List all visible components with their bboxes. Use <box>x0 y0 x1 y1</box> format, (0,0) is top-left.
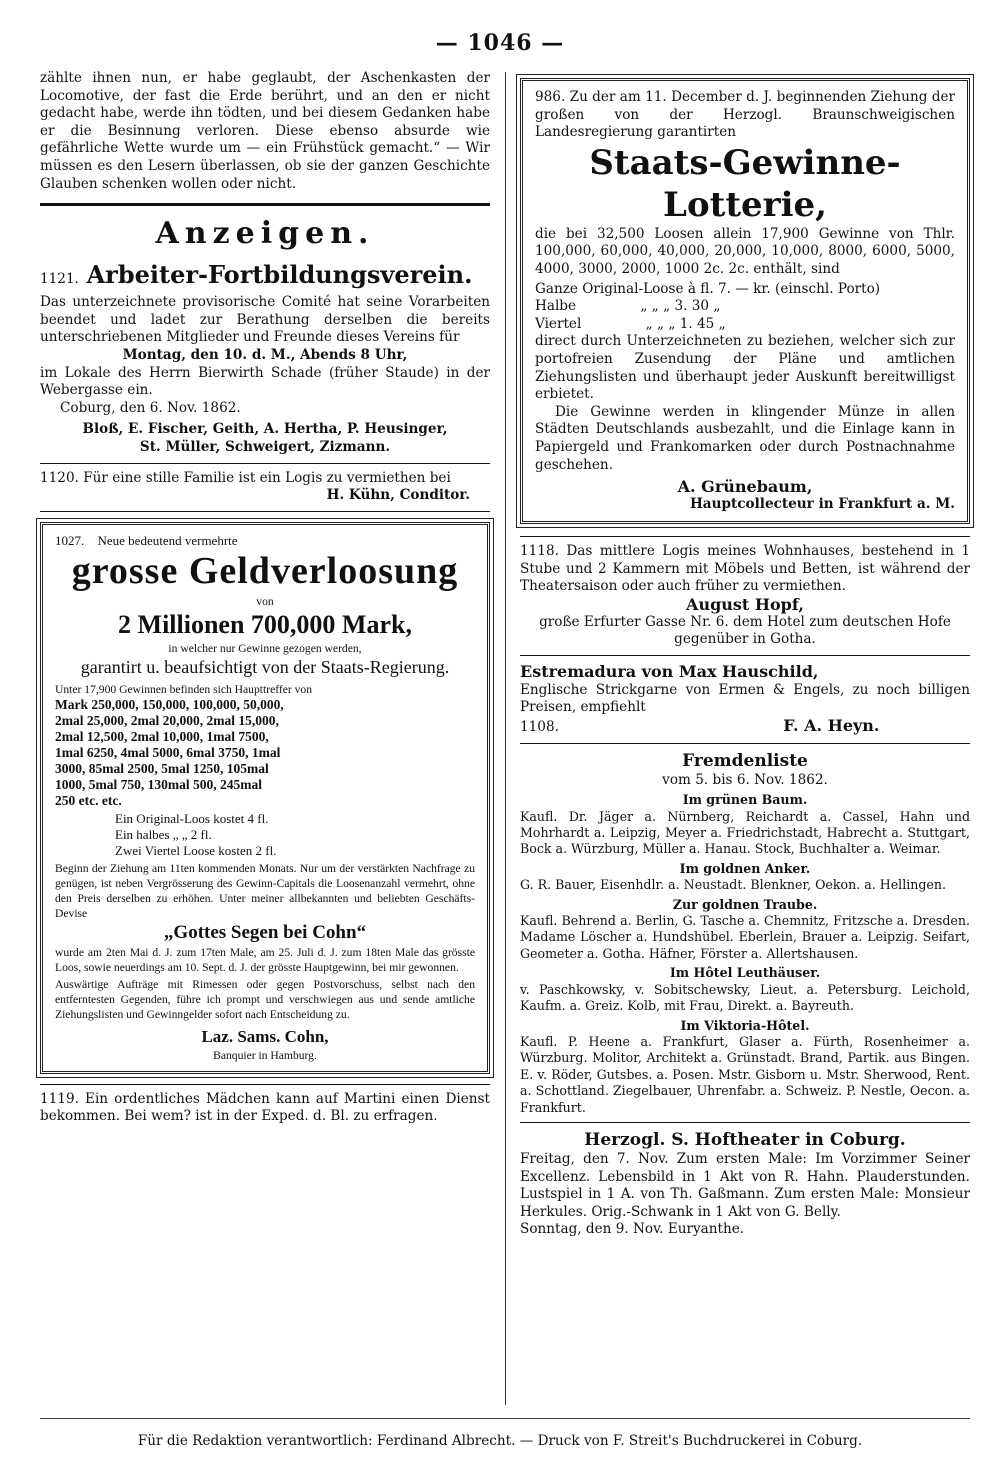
imprint-footer: Für die Redaktion verantwortlich: Ferdinand Albrecht. — Druck von F. Streit's Buchdruckerei in Coburg. <box>137 1433 863 1449</box>
prize-line: 1000, 5mal 750, 130mal 500, 245mal <box>55 776 262 792</box>
ad-1121-signers-2: St. Müller, Schweigert, Zizmann. <box>139 438 391 455</box>
prize-line: 1mal 6250, 4mal 5000, 6mal 3750, 1mal <box>55 744 281 760</box>
price-row-label: Viertel <box>535 315 582 332</box>
section-rule <box>520 655 970 656</box>
price-row <box>535 281 955 299</box>
ad-1121-title: Arbeiter-Fortbildungsverein. <box>86 260 473 290</box>
theater-text: Freitag, den 7. Nov. Zum ersten Male: Im Vorzimmer Seiner Excellenz. Lebensbild in 1 Akt von R. Hahn. Plauderstunden. Lustspiel in 1 A. von Th. Gaßmann. Zum ersten Male: Monsieur Herkules. Orig.-Schwank in 1 Akt von G. Belly. <box>520 1150 970 1220</box>
section-rule <box>520 536 970 537</box>
prize-line: Mark 250,000, 150,000, 100,000, 50,000, <box>55 696 284 712</box>
anzeigen-heading: Anzeigen. <box>155 216 375 252</box>
ad-1027-motto: „Gottes Segen bei Cohn“ <box>163 921 367 943</box>
section-rule <box>40 1084 490 1085</box>
ad-986-signer-title: Hauptcollecteur in Frankfurt a. M. <box>689 495 955 512</box>
ad-1119: 1119. Ein ordentliches Mädchen kann auf Martini einen Dienst bekommen. Bei wem? ist in der Exped. d. Bl. zu erfragen. <box>40 1090 490 1125</box>
ad-1027-box <box>40 522 490 1074</box>
prize-line: 2mal 25,000, 2mal 20,000, 2mal 15,000, <box>55 712 279 728</box>
fremdenliste-title: Fremdenliste <box>682 750 808 771</box>
ad-1108-signer: F. A. Heyn. <box>783 716 880 736</box>
ad-1027-lead-line <box>55 533 475 548</box>
hotel-guests: Kaufl. Behrend a. Berlin, G. Tasche a. Chemnitz, Fritzsche a. Dresden. Madame Löscher a. Hundshübel. Eberlein, Brauer a. Leipzig. Seifart, Geometer a. Gotha. Häfner, Förster a. Allertshausen. <box>520 913 970 961</box>
hotel-heading: Zur goldnen Traube. <box>672 896 818 912</box>
ad-1120-text: 1120. Für eine stille Familie ist ein Logis zu vermiethen bei <box>40 469 451 486</box>
hotel-heading: Im Hôtel Leuthäuser. <box>669 965 821 981</box>
ad-1027-prize-list <box>55 697 475 809</box>
ad-1027-signer: Laz. Sams. Cohn, <box>201 1026 329 1046</box>
price-row-label: Halbe <box>535 298 577 315</box>
hotel-guests: v. Paschkowsky, v. Sobitschewsky, Lieut. a. Petersburg. Leichold, Kaufm. a. Greiz. Kolb, mit Frau, Direkt. a. Bayreuth. <box>520 981 970 1014</box>
ad-1027-body-3: Auswärtige Aufträge mit Rimessen oder gegen Postvorschuss, selbst nach den entferntesten Gegenden, führe ich prompt und verschwiegen aus und sende amtliche Ziehungslisten und Gewinngelder sofort nach Entscheidung zu. <box>55 977 475 1021</box>
ad-1108 <box>520 662 970 737</box>
right-column <box>520 70 970 1239</box>
section-rule <box>40 463 490 464</box>
page-number-value: 1046 <box>467 30 533 56</box>
section-rule <box>520 743 970 744</box>
footer-rule <box>40 1418 970 1419</box>
prize-line: 250 etc. etc. <box>55 792 122 808</box>
ad-1121-title-line <box>40 260 490 294</box>
ad-1120-signer: H. Kühn, Conditor. <box>326 487 470 504</box>
ad-1027-price-list <box>55 811 475 859</box>
ad-986-body-2: direct durch Unterzeichneten zu beziehen, welcher sich zur portofreien Zusendung der Pläne und amtlichen Ziehungslisten und überhaupt jeder Auskunft bereitwilligst erbietet. <box>535 333 955 403</box>
intro-paragraph: zählte ihnen nun, er habe geglaubt, der Aschenkasten der Locomotive, der fast die Erde berührt, und an den er nicht gedacht habe, werde ihn tödten, und bei diesem Gedanken habe er die Besinnung verloren. Diese ebenso absurde wie gefährliche Wette wurde um — ein Frühstück gemacht.“ — Wir müssen es den Lesern überlassen, ob sie der ganzen Geschichte Glauben schenken wollen oder nicht. <box>40 70 490 192</box>
ad-1121-signers-1: Bloß, E. Fischer, Geith, A. Hertha, P. Heusinger, <box>82 421 448 438</box>
price-row <box>535 298 955 316</box>
hotel-heading: Im goldnen Anker. <box>679 860 811 876</box>
ad-1027-headline: grosse Geldverloosung <box>71 549 459 592</box>
ad-1121-number: 1121. <box>40 271 79 288</box>
ad-1121-dateline: Coburg, den 6. Nov. 1862. <box>60 399 241 416</box>
price-row-label: Ganze Original-Loose à fl. <box>535 280 714 297</box>
price-row-value: 7. — kr. (einschl. Porto) <box>717 280 881 297</box>
hotel-guests: G. R. Bauer, Eisenhdlr. a. Neustadt. Blenkner, Oekon. a. Hellingen. <box>520 877 946 893</box>
price-line: Zwei Viertel Loose kosten 2 fl. <box>115 842 277 858</box>
ad-1118-signer: August Hopf, <box>686 595 804 615</box>
ad-1027-number: 1027. <box>55 532 85 548</box>
ad-1121-date: Montag, den 10. d. M., Abends 8 Uhr, <box>122 346 408 363</box>
ad-1120 <box>40 470 490 505</box>
ad-1118-text: 1118. Das mittlere Logis meines Wohnhauses, bestehend in 1 Stube und 2 Kammern mit Möbels und Betten, ist während der Theatersaison oder auch früher zu vermiethen. <box>520 543 970 595</box>
hotel-guests: Kaufl. P. Heene a. Frankfurt, Glaser a. Fürth, Rosenheimer a. Würzburg. Molitor, Architekt a. Grünstadt. Brand, Partik. aus Bingen. E. v. Röder, Gutsbes. a. Posen. Mstr. Gisborn u. Mstr. Sherwood, Rent. a. Schottland. Ziegelbauer, Uhrenfabr. a. Schweiz. P. Nestle, Oecon. a. Frankfurt. <box>520 1033 970 1115</box>
ad-1027-sub: in welcher nur Gewinne gezogen werden, <box>168 641 362 655</box>
ad-986-title: Staats-Gewinne-Lotterie, <box>589 142 901 225</box>
ad-1027-body-2: wurde am 2ten Mai d. J. zum 17ten Male, am 25. Juli d. J. zum 18ten Male das grösste Loos, sowie neuerdings am 10. Sept. d. J. der grösste Hauptgewinn, bei mir gewonnen. <box>55 945 475 974</box>
fremdenliste-sections <box>520 792 970 1116</box>
ad-986-price-list <box>535 281 955 334</box>
fremdenliste-dates: vom 5. bis 6. Nov. 1862. <box>662 771 828 788</box>
left-column <box>40 70 490 1126</box>
ad-986-body-3: Die Gewinne werden in klingender Münze in allen Städten Deutschlands ausbezahlt, und die Einlage kann in Papiergeld und Frankomarken oder durch Postnachnahme geschehen. <box>535 403 955 473</box>
ad-1108-line-1: Estremadura von Max Hauschild, <box>520 661 819 681</box>
ad-1108-number: 1108. <box>520 719 559 736</box>
ad-986-intro: 986. Zu der am 11. December d. J. beginnenden Ziehung der großen von der Herzogl. Braunschweigischen Landesregierung garantirten <box>535 89 955 141</box>
section-rule <box>520 1122 970 1123</box>
fremdenliste <box>520 750 970 1116</box>
ad-1027-lead: Neue bedeutend vermehrte <box>97 532 238 548</box>
ad-1027-prizes-intro: Unter 17,900 Gewinnen befinden sich Haupttreffer von <box>55 682 313 696</box>
ad-1118 <box>520 543 970 649</box>
ad-1118-address: große Erfurter Gasse Nr. 6. dem Hotel zum deutschen Hofe gegenüber in Gotha. <box>539 613 951 648</box>
theater <box>520 1129 970 1239</box>
price-row <box>535 316 955 334</box>
theater-sunday: Sonntag, den 9. Nov. Euryanthe. <box>520 1221 745 1238</box>
column-divider <box>505 72 506 1405</box>
ad-1027-amount: 2 Millionen 700,000 Mark, <box>118 609 412 639</box>
price-row-value: „ „ „ 1. 45 „ <box>645 315 726 332</box>
ad-1121-location: im Lokale des Herrn Bierwirth Schade (früher Staude) in der Webergasse ein. <box>40 364 490 399</box>
ad-1108-line-2: Englische Strickgarne von Ermen & Engels, zu noch billigen Preisen, empfiehlt <box>520 681 970 716</box>
theater-title: Herzogl. S. Hoftheater in Coburg. <box>584 1129 906 1150</box>
ad-1027-von: von <box>256 594 274 608</box>
page-number: — 1046 — <box>435 30 565 56</box>
price-line: Ein halbes „ „ 2 fl. <box>115 826 212 842</box>
prize-line: 3000, 85mal 2500, 5mal 1250, 105mal <box>55 760 269 776</box>
ad-986-body: die bei 32,500 Loosen allein 17,900 Gewinne von Thlr. 100,000, 60,000, 40,000, 20,000, 10,000, 8000, 6000, 5000, 4000, 3000, 2000, 1000 2c. 2c. enthält, sind <box>535 225 955 277</box>
price-line: Ein Original-Loos kostet 4 fl. <box>115 810 269 826</box>
hotel-heading: Im grünen Baum. <box>682 792 808 808</box>
section-rule <box>40 511 490 512</box>
ad-1027-signer-title: Banquier in Hamburg. <box>213 1048 317 1062</box>
ad-1027-body: Beginn der Ziehung am 11ten kommenden Monats. Nur um der verstärkten Nachfrage zu genügen, ist neben Vergrösserung des Gewinn-Capitals die Loosenanzahl vermehrt, ohne den Preis derselben zu erhöhen. Unter meiner allbekannten und beliebten Geschäfts-Devise <box>55 861 475 920</box>
section-rule <box>40 203 490 206</box>
ad-1027-guarantee: garantirt u. beaufsichtigt von der Staats-Regierung. <box>80 656 450 677</box>
ad-1108-signature-line <box>520 717 970 737</box>
ad-1121-body: Das unterzeichnete provisorische Comité hat seine Vorarbeiten beendet und ladet zur Berathung derselben die bereits unterschriebenen Mitglieder und Freunde dieses Vereins für <box>40 294 490 346</box>
hotel-heading: Im Viktoria-Hôtel. <box>680 1017 810 1033</box>
hotel-guests: Kaufl. Dr. Jäger a. Nürnberg, Reichardt a. Cassel, Hahn und Mohrhardt a. Leipzig, Meyer a. Friedrichstadt, Habrecht a. Stuttgart, Bock a. Würzburg, Müller a. Hanau. Stock, Buchhalter a. Weimar. <box>520 808 970 857</box>
ad-1121 <box>40 260 490 456</box>
ad-986-box <box>520 78 970 524</box>
prize-line: 2mal 12,500, 2mal 10,000, 1mal 7500, <box>55 728 269 744</box>
price-row-value: „ „ „ 3. 30 „ <box>640 298 721 315</box>
ad-986-signer: A. Grünebaum, <box>677 477 813 497</box>
